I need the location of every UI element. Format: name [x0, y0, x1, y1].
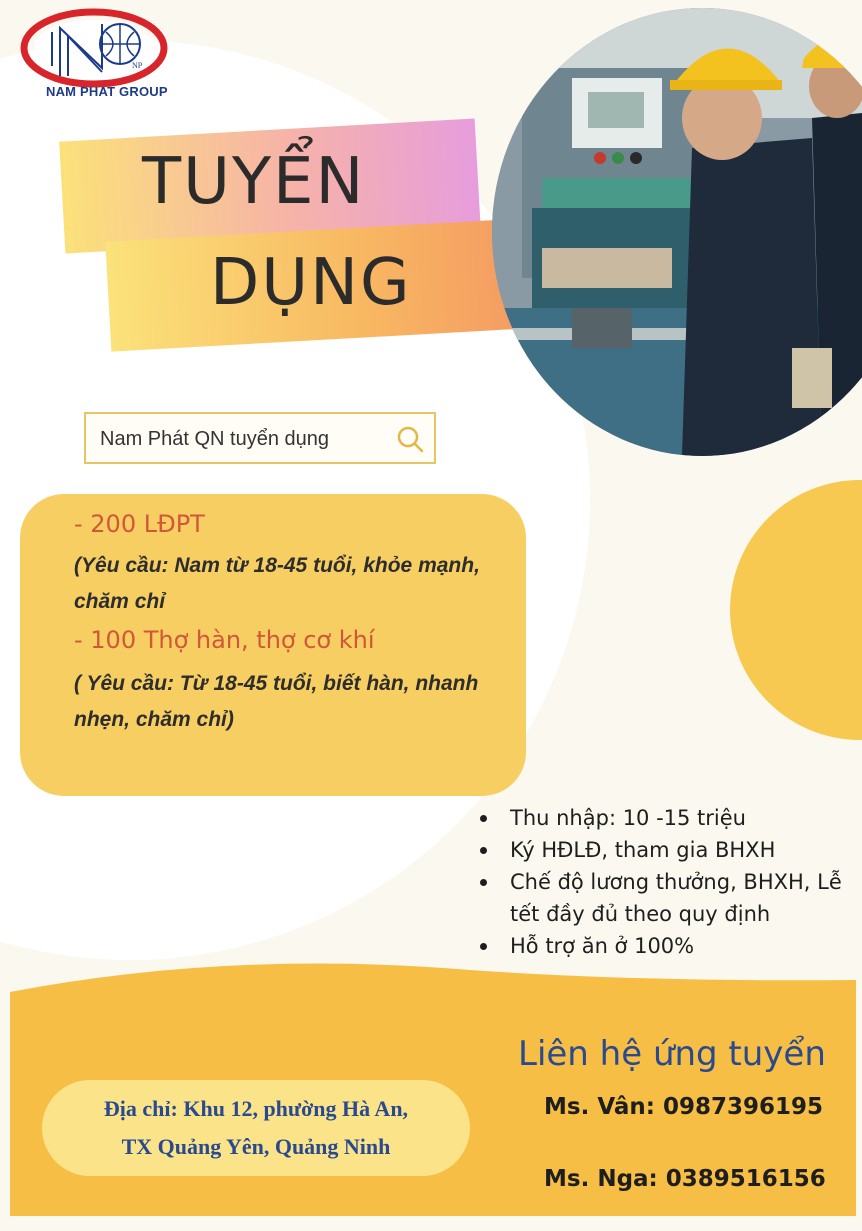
benefit-item	[478, 866, 858, 930]
search-icon[interactable]	[396, 425, 424, 453]
benefit-item	[478, 834, 858, 866]
title-line-2: DỤNG	[210, 246, 412, 320]
bullet-icon	[480, 943, 487, 950]
bullet-icon	[480, 815, 487, 822]
search-text: Nam Phát QN tuyển dụng	[100, 428, 330, 450]
address-text	[42, 1090, 470, 1166]
company-name: NAM PHAT GROUP	[46, 84, 168, 99]
benefit-text: Hỗ trợ ăn ở 100%	[510, 934, 695, 958]
address-line-2: TX Quảng Yên, Quảng Ninh	[121, 1134, 391, 1159]
logo-emblem-icon	[20, 6, 170, 88]
position-2-requirement: ( Yêu cầu: Từ 18-45 tuổi, biết hàn, nhanh nhẹn, chăm chỉ)	[74, 672, 479, 731]
search-box[interactable]	[84, 412, 436, 464]
decorative-circle	[730, 480, 862, 740]
position-2-title: - 100 Thợ hàn, thợ cơ khí	[74, 626, 375, 654]
contact-nga: Ms. Nga: 0389516156	[544, 1166, 826, 1192]
position-1-title: - 200 LĐPT	[74, 510, 205, 538]
benefit-text: Thu nhập: 10 -15 triệu	[510, 806, 746, 830]
contact-title: Liên hệ ứng tuyển	[518, 1034, 826, 1074]
benefit-item	[478, 930, 858, 962]
benefit-text: Chế độ lương thưởng, BHXH, Lễ tết đầy đủ theo quy định	[510, 870, 842, 926]
benefit-item	[478, 802, 858, 834]
title-line-1: TUYỂN	[142, 145, 366, 219]
bullet-icon	[480, 879, 487, 886]
bullet-icon	[480, 847, 487, 854]
address-line-1: Địa chỉ: Khu 12, phường Hà An,	[103, 1096, 409, 1121]
benefits-list	[478, 802, 858, 962]
logo-mark-text: NP	[132, 61, 143, 70]
benefit-text: Ký HĐLĐ, tham gia BHXH	[510, 838, 776, 862]
contact-van: Ms. Vân: 0987396195	[544, 1094, 823, 1120]
position-1-requirement: (Yêu cầu: Nam từ 18-45 tuổi, khỏe mạnh, chăm chỉ	[74, 554, 480, 613]
